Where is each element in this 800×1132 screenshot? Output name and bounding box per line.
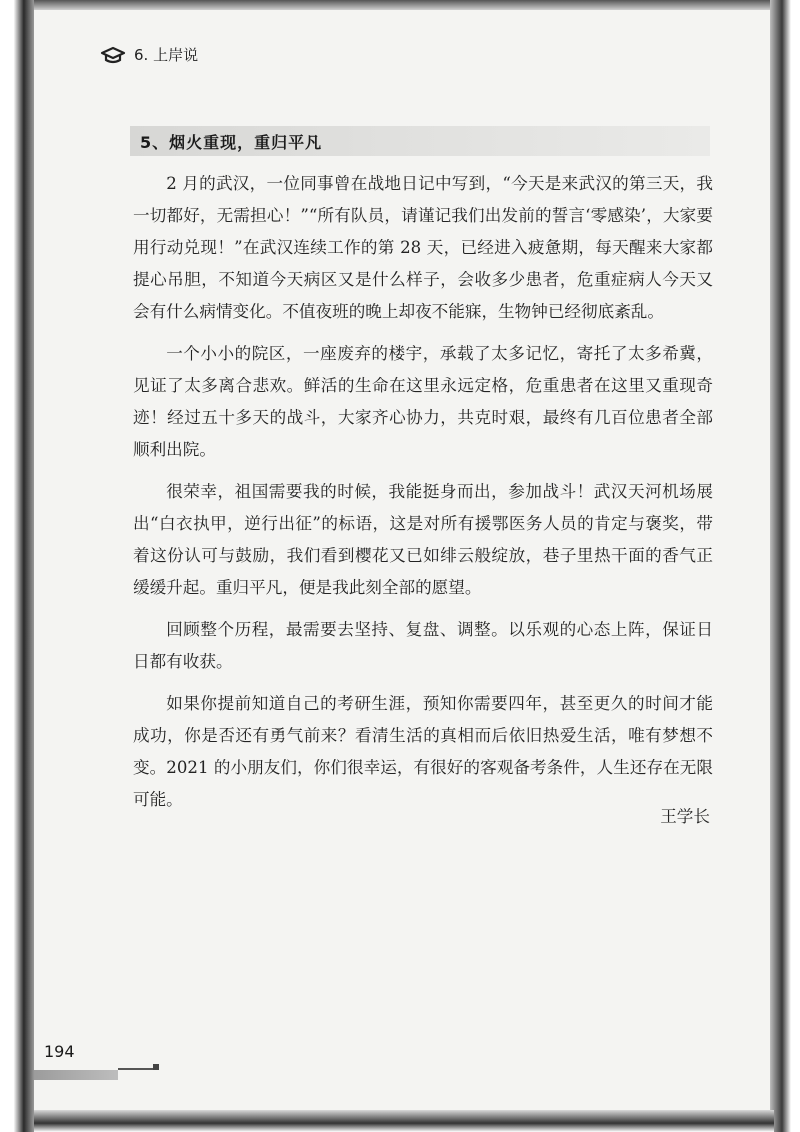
header-title: 6. 上岸说 bbox=[134, 46, 199, 64]
author-signature: 王学长 bbox=[660, 807, 710, 826]
article-body bbox=[133, 168, 713, 826]
scan-edge-top bbox=[34, 0, 774, 10]
section-title: 5、烟火重现，重归平凡 bbox=[140, 133, 323, 152]
paragraph: 很荣幸，祖国需要我的时候，我能挺身而出，参加战斗！武汉天河机场展出“白衣执甲，逆行出征”的标语，这是对所有援鄂医务人员的肯定与褒奖，带着这份认可与鼓励，我们看到樱花又已如绯云般绽放，巷子里热干面的香气正缓缓升起。重归平凡，便是我此刻全部的愿望。 bbox=[133, 482, 713, 597]
footer-decoration-line bbox=[118, 1068, 154, 1070]
scan-edge-bottom bbox=[34, 1110, 774, 1132]
paragraph: 回顾整个历程，最需要去坚持、复盘、调整。以乐观的心态上阵，保证日日都有收获。 bbox=[133, 620, 713, 671]
paragraph: 一个小小的院区，一座废弃的楼宇，承载了太多记忆，寄托了太多希冀，见证了太多离合悲欢。鲜活的生命在这里永远定格，危重患者在这里又重现奇迹！经过五十多天的战斗，大家齐心协力，共克时艰，最终有几百位患者全部顺利出院。 bbox=[133, 344, 713, 459]
graduation-cap-icon bbox=[100, 46, 126, 64]
paragraph: 2 月的武汉，一位同事曾在战地日记中写到，“今天是来武汉的第三天，我一切都好，无需担心！”“所有队员，请谨记我们出发前的誓言‘零感染’，大家要用行动兑现！”在武汉连续工作的第 28 天，已经进入疲惫期，每天醒来大家都提心吊胆，不知道今天病区又是什么样子，会收多少患者，危重症病人今天又会有什么病情变化。不值夜班的晚上却夜不能寐，生物钟已经彻底紊乱。 bbox=[133, 174, 713, 321]
scan-edge-right bbox=[770, 0, 800, 1132]
page-number: 194 bbox=[44, 1042, 75, 1061]
paragraph: 如果你提前知道自己的考研生涯，预知你需要四年，甚至更久的时间才能成功，你是否还有勇气前来？看清生活的真相而后依旧热爱生活，唯有梦想不变。2021 的小朋友们，你们很幸运，有很好的客观备考条件，人生还存在无限可能。 bbox=[133, 694, 713, 809]
scan-edge-left bbox=[0, 0, 34, 1132]
footer-decoration-dot bbox=[153, 1064, 159, 1070]
running-header bbox=[100, 44, 198, 65]
footer-decoration-bar bbox=[34, 1070, 118, 1080]
